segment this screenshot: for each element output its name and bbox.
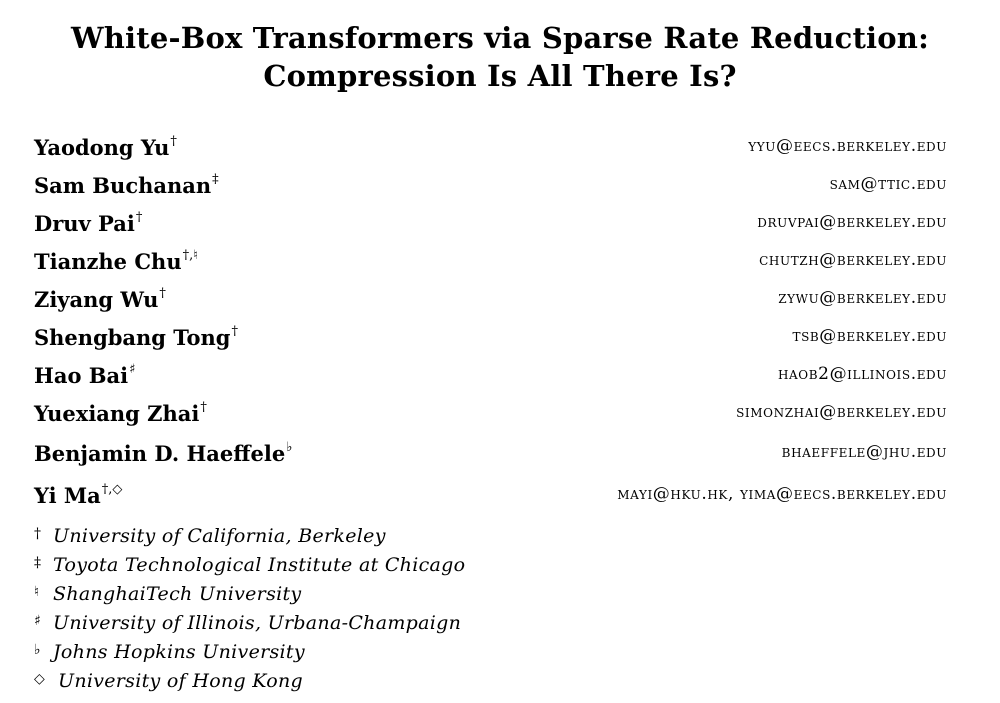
author-email: haob2@illinois.edu <box>777 364 947 384</box>
affiliation-symbol: † <box>34 526 41 542</box>
author-email: sam@ttic.edu <box>829 174 947 194</box>
paper-title-line-1: White-Box Transformers via Sparse Rate Reduction: <box>70 21 929 55</box>
affiliation-name: Toyota Technological Institute at Chicago <box>53 554 466 576</box>
affiliation-mark: ♭ <box>286 440 293 455</box>
affiliation-symbol: ♮ <box>34 584 40 600</box>
author-name: Shengbang Tong† <box>34 324 238 350</box>
author-name: Tianzhe Chu†,♮ <box>34 248 198 274</box>
author-name: Ziyang Wu† <box>34 286 166 312</box>
affiliation-mark: † <box>170 134 177 149</box>
affiliation-name: University of Illinois, Urbana-Champaign <box>53 612 462 634</box>
affiliation-mark: † <box>159 286 166 301</box>
author-name: Yi Ma†,◇ <box>34 482 123 508</box>
affiliation-symbol: ♭ <box>34 642 41 658</box>
author-row <box>34 128 947 160</box>
author-name: Hao Bai♯ <box>34 362 136 388</box>
affiliation-name: Johns Hopkins University <box>53 641 305 663</box>
affiliation-mark: †,♮ <box>182 248 198 263</box>
affiliation-symbol: ‡ <box>34 555 41 571</box>
author-row <box>34 280 947 312</box>
author-row <box>34 204 947 236</box>
affiliation-mark: ‡ <box>212 172 219 187</box>
author-email: simonzhai@berkeley.edu <box>736 402 947 422</box>
paper-title-line-2: Compression Is All There Is? <box>263 59 737 93</box>
author-row <box>34 394 947 426</box>
author-name: Yaodong Yu† <box>34 134 177 160</box>
affiliation-name: ShanghaiTech University <box>53 583 302 605</box>
author-name: Druv Pai† <box>34 210 143 236</box>
author-email: zywu@berkeley.edu <box>778 288 947 308</box>
author-email: tsb@berkeley.edu <box>792 326 947 346</box>
author-email: yyu@eecs.berkeley.edu <box>748 136 947 156</box>
affiliation-symbol: ♯ <box>34 613 41 629</box>
author-row <box>34 318 947 350</box>
author-name: Benjamin D. Haeffele♭ <box>34 440 293 466</box>
author-email: chutzh@berkeley.edu <box>759 250 947 270</box>
affiliation-name: University of California, Berkeley <box>53 525 386 547</box>
author-email: druvpai@berkeley.edu <box>757 212 947 232</box>
author-row <box>34 166 947 198</box>
affiliation-mark: † <box>135 210 143 225</box>
author-email: mayi@hku.hk, yima@eecs.berkeley.edu <box>617 484 947 504</box>
affiliation-mark: ♯ <box>129 362 136 377</box>
affiliation-symbol: ◇ <box>34 671 45 687</box>
affiliation-mark: † <box>200 400 207 415</box>
author-row <box>34 434 947 466</box>
affiliation-mark: † <box>231 324 238 339</box>
author-row <box>34 356 947 388</box>
author-name: Yuexiang Zhai† <box>34 400 207 426</box>
author-row <box>34 242 947 274</box>
author-row <box>34 476 947 508</box>
author-email: bhaeffele@jhu.edu <box>781 442 947 462</box>
affiliation-mark: †,◇ <box>101 482 123 497</box>
affiliation-name: University of Hong Kong <box>58 670 304 692</box>
author-name: Sam Buchanan‡ <box>34 172 219 198</box>
